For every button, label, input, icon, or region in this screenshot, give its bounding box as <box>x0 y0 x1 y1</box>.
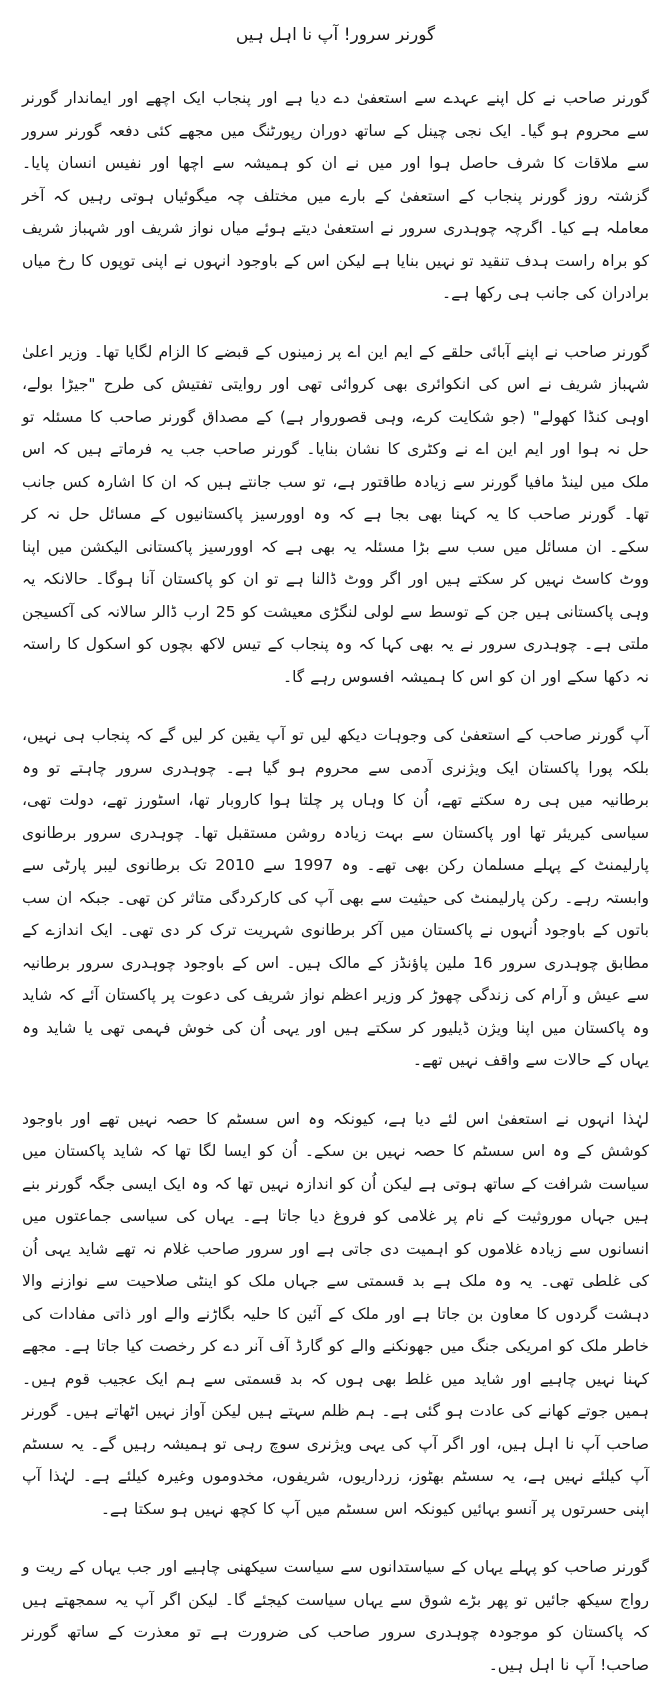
article-paragraph: آپ گورنر صاحب کے استعفیٰ کی وجوہات دیکھ لیں تو آپ یقین کر لیں گے کہ پنجاب ہی نہیں، بلکہ پورا پاکستان ایک ویژنری آدمی سے محروم ہو گیا ہے۔ چوہدری سرور چاہتے تو وہ برطانیہ میں ہی رہ سکتے تھے، اُن کا وہاں پر چلتا ہوا کاروبار تھا، اسٹورز تھے، دولت تھی، سیاسی کیریئر تھا اور پاکستان سے بہت زیادہ روشن مستقبل تھا۔ چوہدری سرور برطانوی پارلیمنٹ کے پہلے مسلمان رکن بھی تھے۔ وہ 1997 سے 2010 تک برطانوی لیبر پارٹی سے وابستہ رہے۔ رکن پارلیمنٹ کی حیثیت سے بھی آپ کی کارکردگی متاثر کن تھی۔ جبکہ ان سب باتوں کے باوجود اُنہوں نے پاکستان میں آکر برطانوی شہریت ترک کر دی تھی۔ ایک اندازے کے مطابق چوہدری سرور 16 ملین پاؤنڈز کے مالک ہیں۔ اس کے باوجود چوہدری سرور برطانیہ سے عیش و آرام کی زندگی چھوڑ کر وزیر اعظم نواز شریف کی دعوت پر پاکستان آئے کہ شاید وہ پاکستان میں اپنا ویژن ڈیلیور کر سکتے ہیں اور یہی اُن کی خوش فہمی تھی یا شاید وہ یہاں کے حالات سے واقف نہیں تھے۔ <box>22 726 650 1069</box>
article-paragraph: گورنر صاحب کو پہلے یہاں کے سیاستدانوں سے سیاست سیکھنی چاہیے اور جب یہاں کے ریت و رواج سیکھ جائیں تو پھر بڑے شوق سے یہاں سیاست کیجئے گا۔ لیکن اگر آپ یہ سمجھتے ہیں کہ پاکستان کو موجودہ چوہدری سرور صاحب کی ضرورت ہے تو معذرت کے ساتھ گورنر صاحب! آپ نا اہل ہیں۔ <box>22 1558 649 1674</box>
article-paragraph: گورنر صاحب نے کل اپنے عہدے سے استعفیٰ دے دیا ہے اور پنجاب ایک اچھے اور ایماندار گورنر سے محروم ہو گیا۔ ایک نجی چینل کے ساتھ دوران رپورٹنگ میں مجھے کئی دفعہ گورنر سرور سے ملاقات کا شرف حاصل ہوا اور میں نے ان کو ہمیشہ سے اچھا اور نفیس انسان پایا۔ گزشتہ روز گورنر پنجاب کے استعفیٰ کے بارے میں مختلف چہ میگوئیاں ہوتی رہیں کہ آخر معاملہ ہے کیا۔ اگرچہ چوہدری سرور نے استعفیٰ دیتے ہوئے میاں نواز شریف اور شہباز شریف کو براہ راست ہدف تنقید تو نہیں بنایا ہے لیکن اس کے باوجود انہوں نے اپنی توپوں کا رخ میاں برادران کی جانب ہی رکھا ہے۔ <box>22 89 649 302</box>
article-body <box>22 82 649 1681</box>
article-paragraph: لہٰذا انہوں نے استعفیٰ اس لئے دیا ہے، کیونکہ وہ اس سسٹم کا حصہ نہیں تھے اور باوجود کوشش کے وہ اس سسٹم کا حصہ نہیں بن سکے۔ اُن کو ایسا لگا تھا کہ شاید پاکستان میں سیاست شرافت کے ساتھ ہوتی ہے لیکن اُن کو اندازہ نہیں تھا کہ وہ ایک ایسی جگہ گورنر بنے ہیں جہاں موروثیت کے نام پر غلامی کو فروغ دیا جاتا ہے۔ یہاں کی سیاسی جماعتوں میں انسانوں سے زیادہ غلاموں کو اہمیت دی جاتی ہے اور سرور صاحب غلام نہ تھے شاید یہی اُن کی غلطی تھی۔ یہ وہ ملک ہے بد قسمتی سے جہاں ملک کو اینٹی صلاحیت سے نوازنے والا دہشت گردوں کا معاون بن جاتا ہے اور ملک کے آئین کا حلیہ بگاڑنے والے اور ذاتی مفادات کی خاطر ملک کو امریکی جنگ میں جھونکنے والے کو گارڈ آف آنر دے کر رخصت کیا جاتا ہے۔ مجھے کہنا نہیں چاہیے اور شاید میں غلط بھی ہوں کہ بد قسمتی سے ہم ایک عجیب قوم ہیں۔ ہمیں جوتے کھانے کی عادت ہو گئی ہے۔ ہم ظلم سہتے ہیں لیکن آواز نہیں اٹھاتے ہیں۔ گورنر صاحب آپ نا اہل ہیں، اور اگر آپ کی یہی ویژنری سوچ رہی تو ہمیشہ رہیں گے۔ یہ سسٹم آپ کیلئے نہیں ہے، یہ سسٹم بھٹوز، زرداریوں، شریفوں، مخدوموں وغیرہ کیلئے ہے۔ لہٰذا آپ اپنی حسرتوں پر آنسو بہائیں کیونکہ اس سسٹم میں آپ کا کچھ نہیں ہو سکتا ہے۔ <box>22 1109 649 1518</box>
article-paragraph: گورنر صاحب نے اپنے آبائی حلقے کے ایم این اے پر زمینوں کے قبضے کا الزام لگایا تھا۔ وزیر اعلیٰ شہباز شریف نے اس کی انکوائری بھی کروائی تھی اور روایتی تفتیش کی طرح "جیڑا بولے، اوہی کنڈا کھولے" (جو شکایت کرے، وہی قصوروار ہے) کے مصداق گورنر صاحب کا مسئلہ تو حل نہ ہوا اور ایم این اے نے وکٹری کا نشان بنایا۔ گورنر صاحب جب یہ فرماتے ہیں کہ اس ملک میں لینڈ مافیا گورنر سے زیادہ طاقتور ہے، تو سب جانتے ہیں کہ ان کا اشارہ کس جانب تھا۔ گورنر صاحب کا یہ کہنا بھی بجا ہے کہ وہ اوورسیز پاکستانیوں کے مسائل حل نہ کر سکے۔ ان مسائل میں سب سے بڑا مسئلہ یہ بھی ہے کہ اوورسیز پاکستانی الیکشن میں اپنا ووٹ کاسٹ نہیں کر سکتے ہیں اور اگر ووٹ ڈالنا ہے تو ان کو پاکستان آنا ہوگا۔ حالانکہ یہ وہی پاکستانی ہیں جن کے توسط سے لولی لنگڑی معیشت کو 25 ارب ڈالر سالانہ کی آکسیجن ملتی ہے۔ چوہدری سرور نے یہ بھی کہا کہ وہ پنجاب کے تیس لاکھ بچوں کو اسکول کا راستہ نہ دکھا سکے اور ان کو اس کا ہمیشہ افسوس رہے گا۔ <box>22 342 649 686</box>
article-title: گورنر سرور! آپ نا اہل ہیں <box>235 25 436 45</box>
